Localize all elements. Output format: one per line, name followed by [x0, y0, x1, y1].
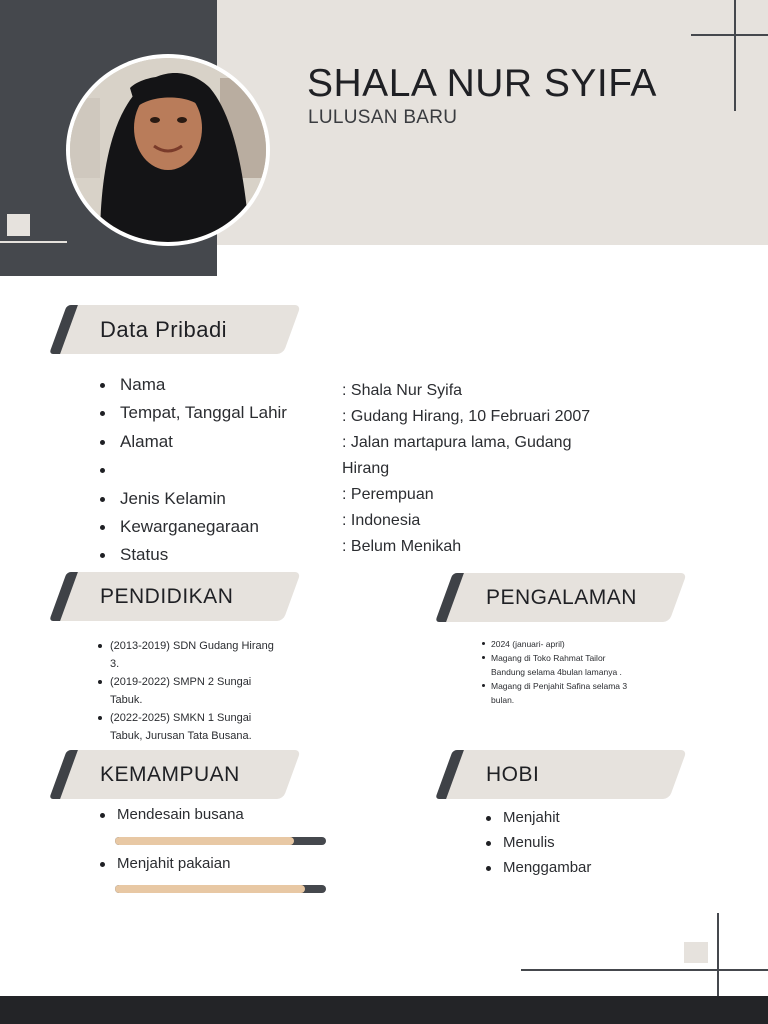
candidate-name: SHALA NUR SYIFA [307, 62, 657, 105]
education-item: (2022-2025) SMKN 1 Sungai Tabuk, Jurusan Tata Busana. [96, 709, 276, 745]
hobbies-list [483, 807, 591, 882]
hobby-item: Menjahit [483, 807, 591, 832]
personal-value: : Jalan martapura lama, Gudang [342, 434, 572, 451]
profile-photo-image [70, 58, 266, 242]
hobby-item: Menggambar [483, 857, 591, 882]
personal-value: Hirang [342, 460, 390, 477]
section-title-education: PENDIDIKAN [100, 584, 234, 608]
education-item: (2019-2022) SMPN 2 Sungai Tabuk. [96, 673, 276, 709]
experience-item: Magang di Penjahit Safina selama 3 bulan. [481, 679, 631, 707]
section-title-skills: KEMAMPUAN [100, 762, 240, 786]
skill-progress-fill [115, 885, 305, 893]
personal-value: : Perempuan [342, 486, 434, 503]
experience-item: 2024 (januari- april) [481, 637, 631, 651]
decor-line-top-left [0, 241, 67, 243]
skill-label: Mendesain busana [97, 806, 337, 823]
section-heading-personal [60, 305, 292, 354]
education-item: (2013-2019) SDN Gudang Hirang 3. [96, 637, 276, 673]
skills-list [97, 806, 337, 906]
section-heading-hobbies [446, 750, 678, 799]
decor-square-bottom-right [684, 942, 708, 963]
section-title-hobbies: HOBI [486, 762, 540, 786]
decor-square-top-left [7, 214, 30, 236]
skill-item [97, 855, 337, 872]
personal-label: Nama [97, 374, 287, 402]
personal-label: Kewarganegaraan [97, 516, 287, 544]
skill-item [97, 806, 337, 823]
skill-progress-fill [115, 837, 294, 845]
decor-cross-vertical-top-right [734, 0, 736, 111]
section-heading-education [60, 572, 292, 621]
hobby-item: Menulis [483, 832, 591, 857]
decor-cross-horizontal-bottom-right [521, 969, 768, 971]
personal-labels-list [97, 374, 287, 573]
personal-value: : Belum Menikah [342, 538, 462, 555]
skill-progress-bar [115, 837, 326, 845]
footer-bar [0, 996, 768, 1024]
header-light-block [217, 0, 768, 245]
personal-label: Tempat, Tanggal Lahir [97, 402, 287, 430]
personal-label [97, 459, 287, 487]
section-heading-skills [60, 750, 292, 799]
candidate-subtitle: LULUSAN BARU [308, 107, 458, 128]
personal-value: : Indonesia [342, 512, 421, 529]
section-heading-experience [446, 573, 678, 622]
experience-list [481, 637, 631, 707]
decor-cross-horizontal-top-right [691, 34, 768, 36]
education-list [96, 637, 276, 745]
personal-value: : Gudang Hirang, 10 Februari 2007 [342, 408, 591, 425]
personal-values [342, 378, 632, 560]
section-title-experience: PENGALAMAN [486, 585, 637, 609]
personal-label: Status [97, 544, 287, 572]
section-title-personal: Data Pribadi [100, 316, 228, 342]
skill-progress-bar [115, 885, 326, 893]
personal-label: Jenis Kelamin [97, 488, 287, 516]
personal-label: Alamat [97, 431, 287, 459]
skill-label: Menjahit pakaian [97, 855, 337, 872]
profile-photo [66, 54, 270, 246]
personal-value: : Shala Nur Syifa [342, 382, 463, 399]
experience-item: Magang di Toko Rahmat Tailor Bandung selama 4bulan lamanya . [481, 651, 631, 679]
